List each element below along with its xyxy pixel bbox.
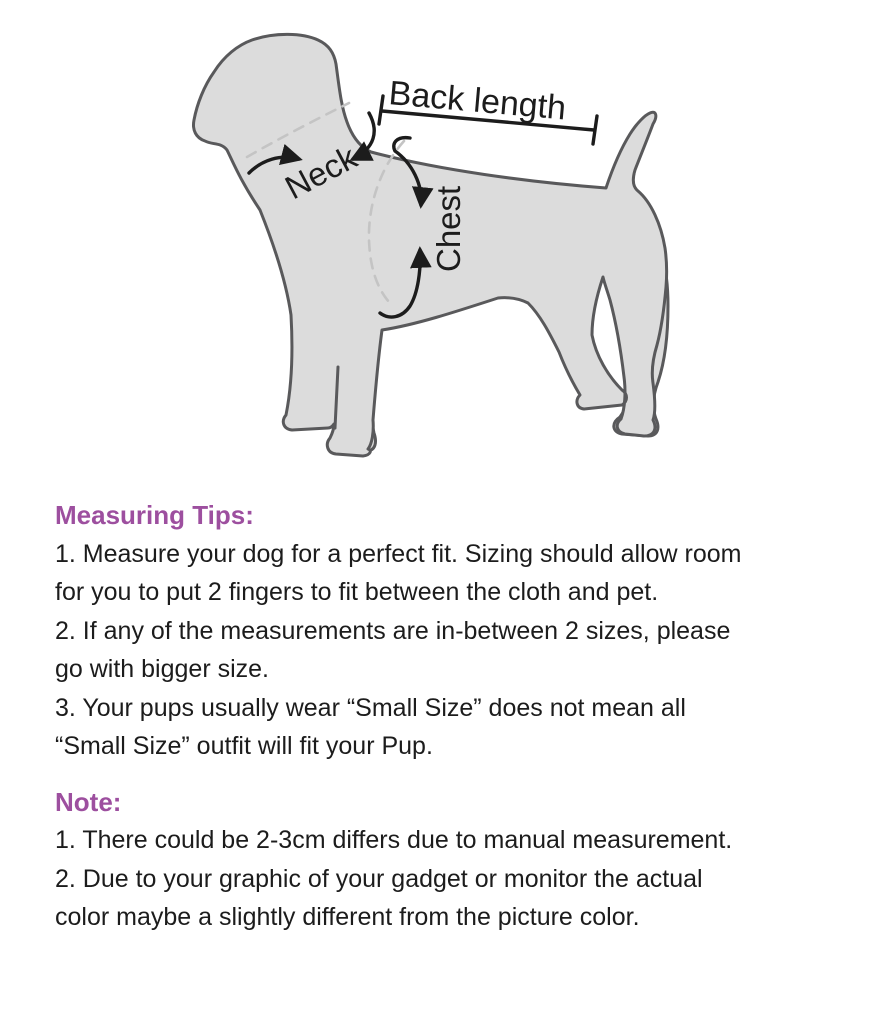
tip-line: 2. If any of the measurements are in-between 2 sizes, please (55, 616, 731, 645)
note-line: color maybe a slightly different from the picture color. (55, 903, 640, 931)
note-line: 2. Due to your graphic of your gadget or monitor the actual (55, 864, 703, 893)
back-length-tick-right (593, 116, 597, 144)
tip-line: 1. Measure your dog for a perfect fit. Sizing should allow room (55, 539, 742, 568)
back-length-tick-left (379, 96, 383, 124)
neck-label: Neck (278, 138, 363, 207)
chest-label: Chest (430, 185, 467, 272)
tip-line: go with bigger size. (55, 655, 270, 683)
measuring-tips-heading: Measuring Tips: (55, 500, 254, 530)
tip-line: 3. Your pups usually wear “Small Size” does not mean all (55, 693, 686, 722)
tip-line: “Small Size” outfit will fit your Pup. (55, 732, 433, 760)
instructions (0, 482, 881, 937)
tip-line: for you to put 2 fingers to fit between the cloth and pet. (55, 578, 659, 606)
measuring-diagram (0, 0, 881, 482)
note-line: 1. There could be 2-3cm differs due to manual measurement. (55, 826, 733, 854)
back-length-label: Back length (387, 74, 568, 128)
note-heading: Note: (55, 786, 122, 817)
